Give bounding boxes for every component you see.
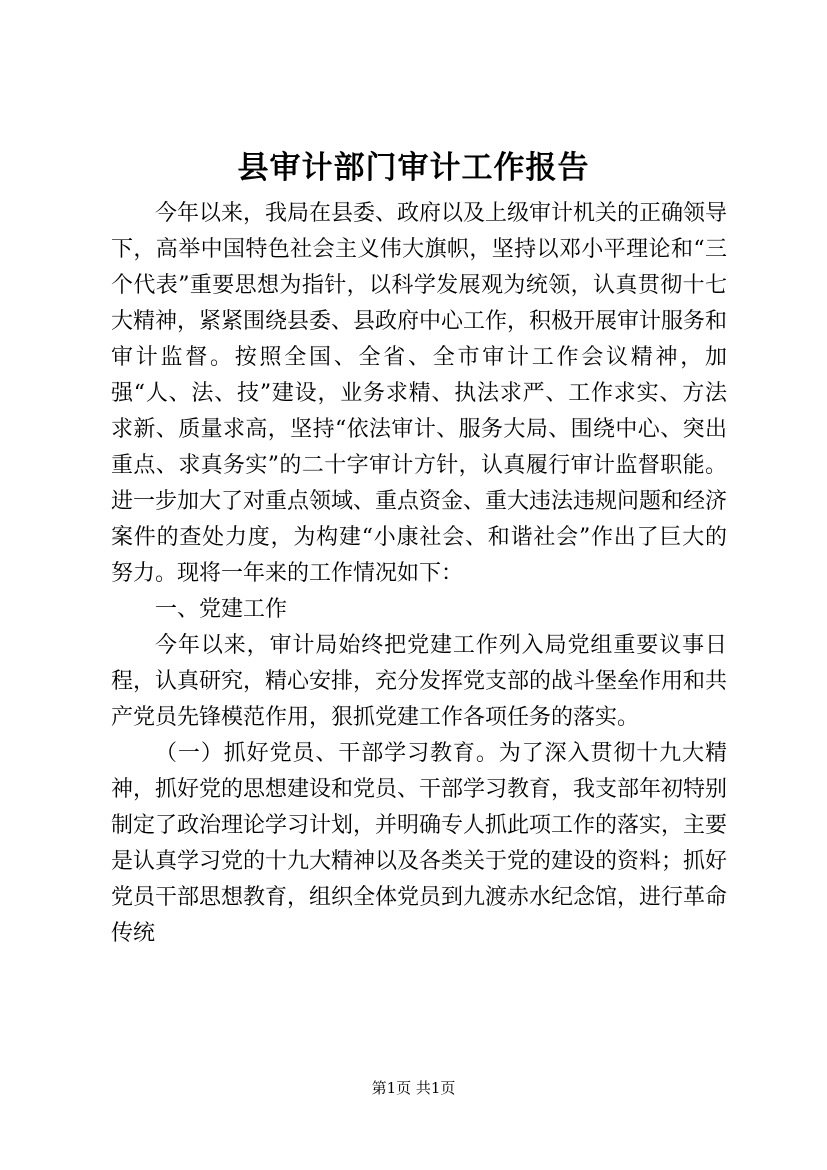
document-title: 县审计部门审计工作报告	[237, 150, 590, 186]
paragraph-party-building: 今年以来，审计局始终把党建工作列入局党组重要议事日程，认真研究，精心安排，充分发挥党支部的战斗堡垒作用和共产党员先锋模范作用，狠抓党建工作各项任务的落实。	[111, 633, 728, 730]
paragraph-intro: 今年以来，我局在县委、政府以及上级审计机关的正确领导下，高举中国特色社会主义伟大旗帜，坚持以邓小平理论和“三个代表”重要思想为指针，以科学发展观为统领，认真贯彻十七大精神，紧紧围绕县委、县政府中心工作，积极开展审计服务和审计监督。按照全国、全省、全市审计工作会议精神，加强“人、法、技”建设，业务求精、执法求严、工作求实、方法求新、质量求高，坚持“依法审计、服务大局、围绕中心、突出重点、求真务实”的二十字审计方针，认真履行审计监督职能。进一步加大了对重点领域、重点资金、重大违法违规问题和经济案件的查处力度，为构建“小康社会、和谐社会”作出了巨大的努力。现将一年来的工作情况如下：	[111, 201, 728, 586]
paragraph-study-education: （一）抓好党员、干部学习教育。为了深入贯彻十九大精神，抓好党的思想建设和党员、干部学习教育，我支部年初特别制定了政治理论学习计划，并明确专人抓此项工作的落实，主要是认真学习党的十九大精神以及各类关于党的建设的资料；抓好党员干部思想教育，组织全体党员到九渡赤水纪念馆，进行革命传统	[111, 741, 728, 946]
document-body	[111, 196, 727, 952]
page-footer: 第1页 共1页	[371, 1079, 456, 1097]
section-heading-party-building: 一、党建工作	[155, 597, 288, 622]
